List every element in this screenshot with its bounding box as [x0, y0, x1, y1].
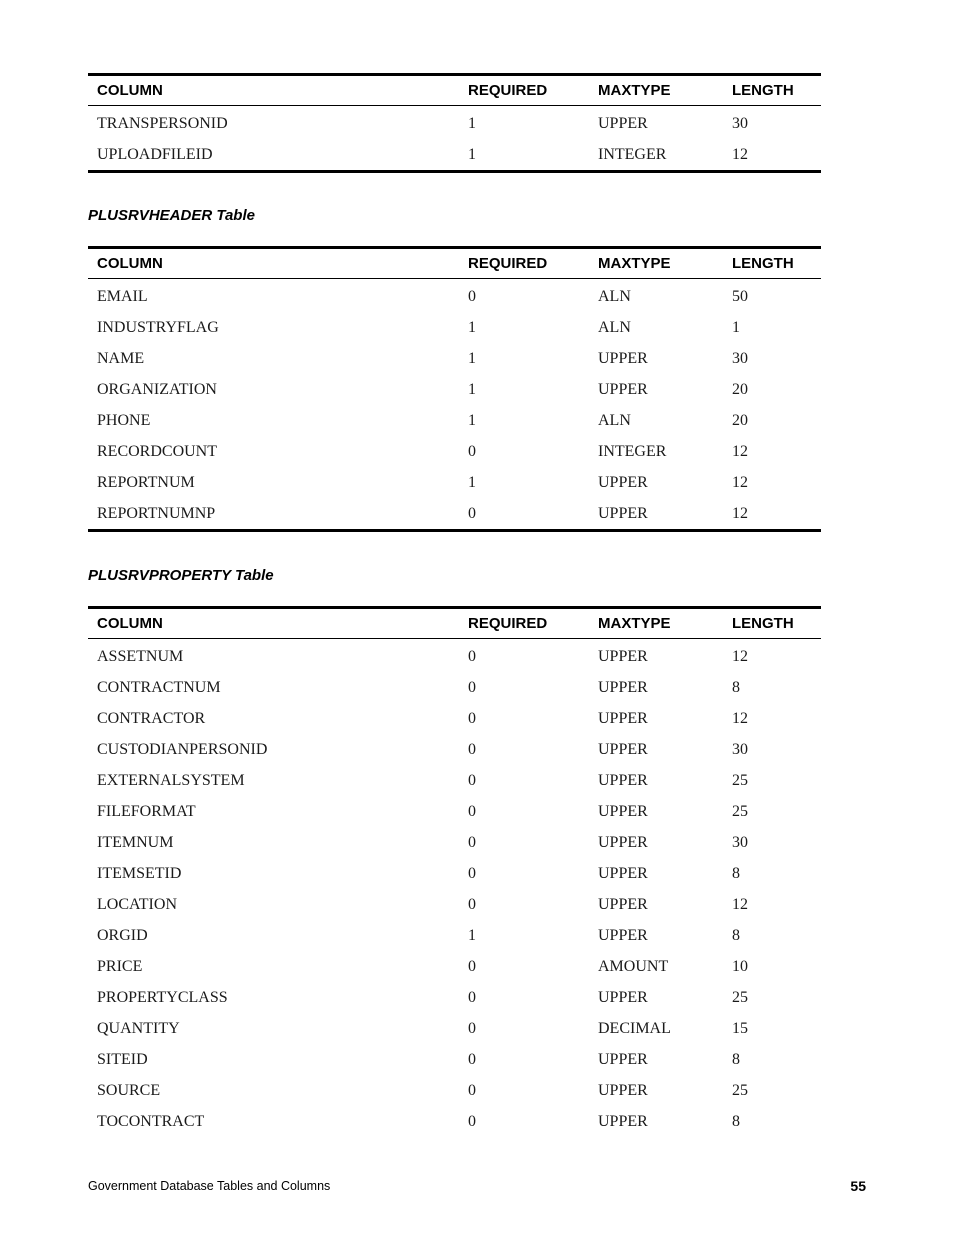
header-column: COLUMN	[97, 255, 163, 272]
cell-column: CONTRACTOR	[97, 709, 206, 727]
cell-maxtype: DECIMAL	[598, 1019, 671, 1037]
cell-column: SITEID	[97, 1050, 148, 1068]
cell-maxtype: UPPER	[598, 833, 648, 851]
cell-required: 1	[468, 349, 476, 367]
table-caption-plusrvproperty: PLUSRVPROPERTY Table	[88, 567, 274, 584]
cell-maxtype: UPPER	[598, 926, 648, 944]
cell-required: 0	[468, 740, 476, 758]
cell-length: 8	[732, 1112, 740, 1130]
table-row	[88, 436, 821, 467]
cell-required: 1	[468, 411, 476, 429]
cell-column: LOCATION	[97, 895, 177, 913]
cell-maxtype: UPPER	[598, 709, 648, 727]
table-row	[88, 279, 821, 313]
cell-maxtype: UPPER	[598, 1050, 648, 1068]
footer-title: Government Database Tables and Columns	[88, 1179, 331, 1193]
cell-length: 20	[732, 411, 748, 429]
cell-length: 20	[732, 380, 748, 398]
cell-required: 0	[468, 957, 476, 975]
cell-length: 30	[732, 349, 748, 367]
cell-required: 0	[468, 1019, 476, 1037]
cell-required: 0	[468, 504, 476, 522]
cell-column: ITEMNUM	[97, 833, 174, 851]
cell-required: 0	[468, 287, 476, 305]
cell-column: ASSETNUM	[97, 647, 184, 665]
table-row	[88, 467, 821, 498]
cell-maxtype: UPPER	[598, 988, 648, 1006]
cell-required: 0	[468, 895, 476, 913]
cell-maxtype: UPPER	[598, 1081, 648, 1099]
table-row	[88, 1075, 821, 1106]
table-row	[88, 889, 821, 920]
cell-maxtype: UPPER	[598, 114, 648, 132]
cell-maxtype: UPPER	[598, 895, 648, 913]
table-row	[88, 858, 821, 889]
cell-length: 12	[732, 895, 748, 913]
table-row	[88, 827, 821, 858]
cell-length: 8	[732, 1050, 740, 1068]
cell-column: PROPERTYCLASS	[97, 988, 228, 1006]
cell-length: 25	[732, 988, 748, 1006]
table-row	[88, 951, 821, 982]
table-row	[88, 672, 821, 703]
cell-required: 0	[468, 833, 476, 851]
table-row	[88, 1106, 821, 1137]
table-row	[88, 920, 821, 951]
cell-column: RECORDCOUNT	[97, 442, 218, 460]
cell-column: EXTERNALSYSTEM	[97, 771, 245, 789]
table-row	[88, 734, 821, 765]
cell-required: 0	[468, 771, 476, 789]
cell-length: 8	[732, 926, 740, 944]
cell-column: ORGANIZATION	[97, 380, 217, 398]
cell-column: ITEMSETID	[97, 864, 182, 882]
cell-maxtype: UPPER	[598, 740, 648, 758]
table-header-row	[88, 248, 821, 279]
cell-maxtype: ALN	[598, 411, 631, 429]
cell-column: CONTRACTNUM	[97, 678, 221, 696]
cell-length: 10	[732, 957, 748, 975]
header-required: REQUIRED	[468, 615, 548, 632]
cell-column: PHONE	[97, 411, 151, 429]
header-length: LENGTH	[732, 615, 794, 632]
cell-column: TRANSPERSONID	[97, 114, 228, 132]
header-column: COLUMN	[97, 82, 163, 99]
cell-length: 30	[732, 740, 748, 758]
cell-column: UPLOADFILEID	[97, 145, 213, 163]
cell-maxtype: UPPER	[598, 1112, 648, 1130]
cell-maxtype: UPPER	[598, 802, 648, 820]
table-plusrvproperty	[88, 606, 821, 1137]
cell-maxtype: INTEGER	[598, 442, 667, 460]
cell-maxtype: UPPER	[598, 349, 648, 367]
cell-maxtype: UPPER	[598, 771, 648, 789]
table-header-row	[88, 608, 821, 639]
cell-length: 25	[732, 771, 748, 789]
cell-length: 12	[732, 709, 748, 727]
table-caption-plusrvheader: PLUSRVHEADER Table	[88, 207, 255, 224]
cell-column: PRICE	[97, 957, 143, 975]
table-row	[88, 106, 821, 140]
table-row	[88, 639, 821, 673]
cell-column: TOCONTRACT	[97, 1112, 205, 1130]
cell-maxtype: UPPER	[598, 473, 648, 491]
cell-column: CUSTODIANPERSONID	[97, 740, 268, 758]
cell-maxtype: ALN	[598, 287, 631, 305]
header-length: LENGTH	[732, 255, 794, 272]
cell-length: 30	[732, 833, 748, 851]
table-row	[88, 765, 821, 796]
cell-column: REPORTNUMNP	[97, 504, 216, 522]
cell-required: 0	[468, 709, 476, 727]
header-maxtype: MAXTYPE	[598, 82, 671, 99]
cell-length: 12	[732, 504, 748, 522]
cell-length: 30	[732, 114, 748, 132]
cell-maxtype: UPPER	[598, 678, 648, 696]
cell-length: 15	[732, 1019, 748, 1037]
cell-required: 0	[468, 647, 476, 665]
table-row	[88, 405, 821, 436]
cell-required: 0	[468, 442, 476, 460]
cell-length: 12	[732, 473, 748, 491]
table-row	[88, 139, 821, 172]
cell-length: 8	[732, 678, 740, 696]
header-required: REQUIRED	[468, 255, 548, 272]
cell-column: INDUSTRYFLAG	[97, 318, 219, 336]
cell-column: REPORTNUM	[97, 473, 195, 491]
table-row	[88, 343, 821, 374]
header-maxtype: MAXTYPE	[598, 255, 671, 272]
cell-column: QUANTITY	[97, 1019, 180, 1037]
header-maxtype: MAXTYPE	[598, 615, 671, 632]
cell-required: 0	[468, 1112, 476, 1130]
cell-length: 1	[732, 318, 740, 336]
cell-length: 25	[732, 802, 748, 820]
header-length: LENGTH	[732, 82, 794, 99]
cell-required: 0	[468, 988, 476, 1006]
cell-maxtype: INTEGER	[598, 145, 667, 163]
cell-required: 0	[468, 678, 476, 696]
page-number: 55	[850, 1178, 866, 1194]
cell-required: 1	[468, 114, 476, 132]
cell-maxtype: ALN	[598, 318, 631, 336]
table-row	[88, 982, 821, 1013]
cell-required: 0	[468, 1081, 476, 1099]
cell-column: SOURCE	[97, 1081, 161, 1099]
cell-column: NAME	[97, 349, 145, 367]
table-row	[88, 374, 821, 405]
cell-length: 8	[732, 864, 740, 882]
table-row	[88, 312, 821, 343]
cell-length: 12	[732, 442, 748, 460]
cell-maxtype: UPPER	[598, 380, 648, 398]
cell-column: ORGID	[97, 926, 148, 944]
cell-required: 0	[468, 1050, 476, 1068]
cell-length: 50	[732, 287, 748, 305]
header-column: COLUMN	[97, 615, 163, 632]
cell-column: EMAIL	[97, 287, 148, 305]
table-row	[88, 498, 821, 531]
cell-required: 0	[468, 864, 476, 882]
cell-required: 1	[468, 145, 476, 163]
cell-maxtype: UPPER	[598, 647, 648, 665]
table-row	[88, 703, 821, 734]
table-continued	[88, 73, 821, 173]
cell-required: 1	[468, 473, 476, 491]
cell-maxtype: AMOUNT	[598, 957, 669, 975]
table-row	[88, 1044, 821, 1075]
table-plusrvheader	[88, 246, 821, 532]
header-required: REQUIRED	[468, 82, 548, 99]
table-header-row	[88, 75, 821, 106]
cell-maxtype: UPPER	[598, 504, 648, 522]
table-row	[88, 1013, 821, 1044]
cell-required: 1	[468, 926, 476, 944]
cell-column: FILEFORMAT	[97, 802, 196, 820]
cell-length: 12	[732, 647, 748, 665]
table-row	[88, 796, 821, 827]
cell-maxtype: UPPER	[598, 864, 648, 882]
cell-required: 0	[468, 802, 476, 820]
cell-length: 25	[732, 1081, 748, 1099]
cell-required: 1	[468, 380, 476, 398]
cell-length: 12	[732, 145, 748, 163]
cell-required: 1	[468, 318, 476, 336]
